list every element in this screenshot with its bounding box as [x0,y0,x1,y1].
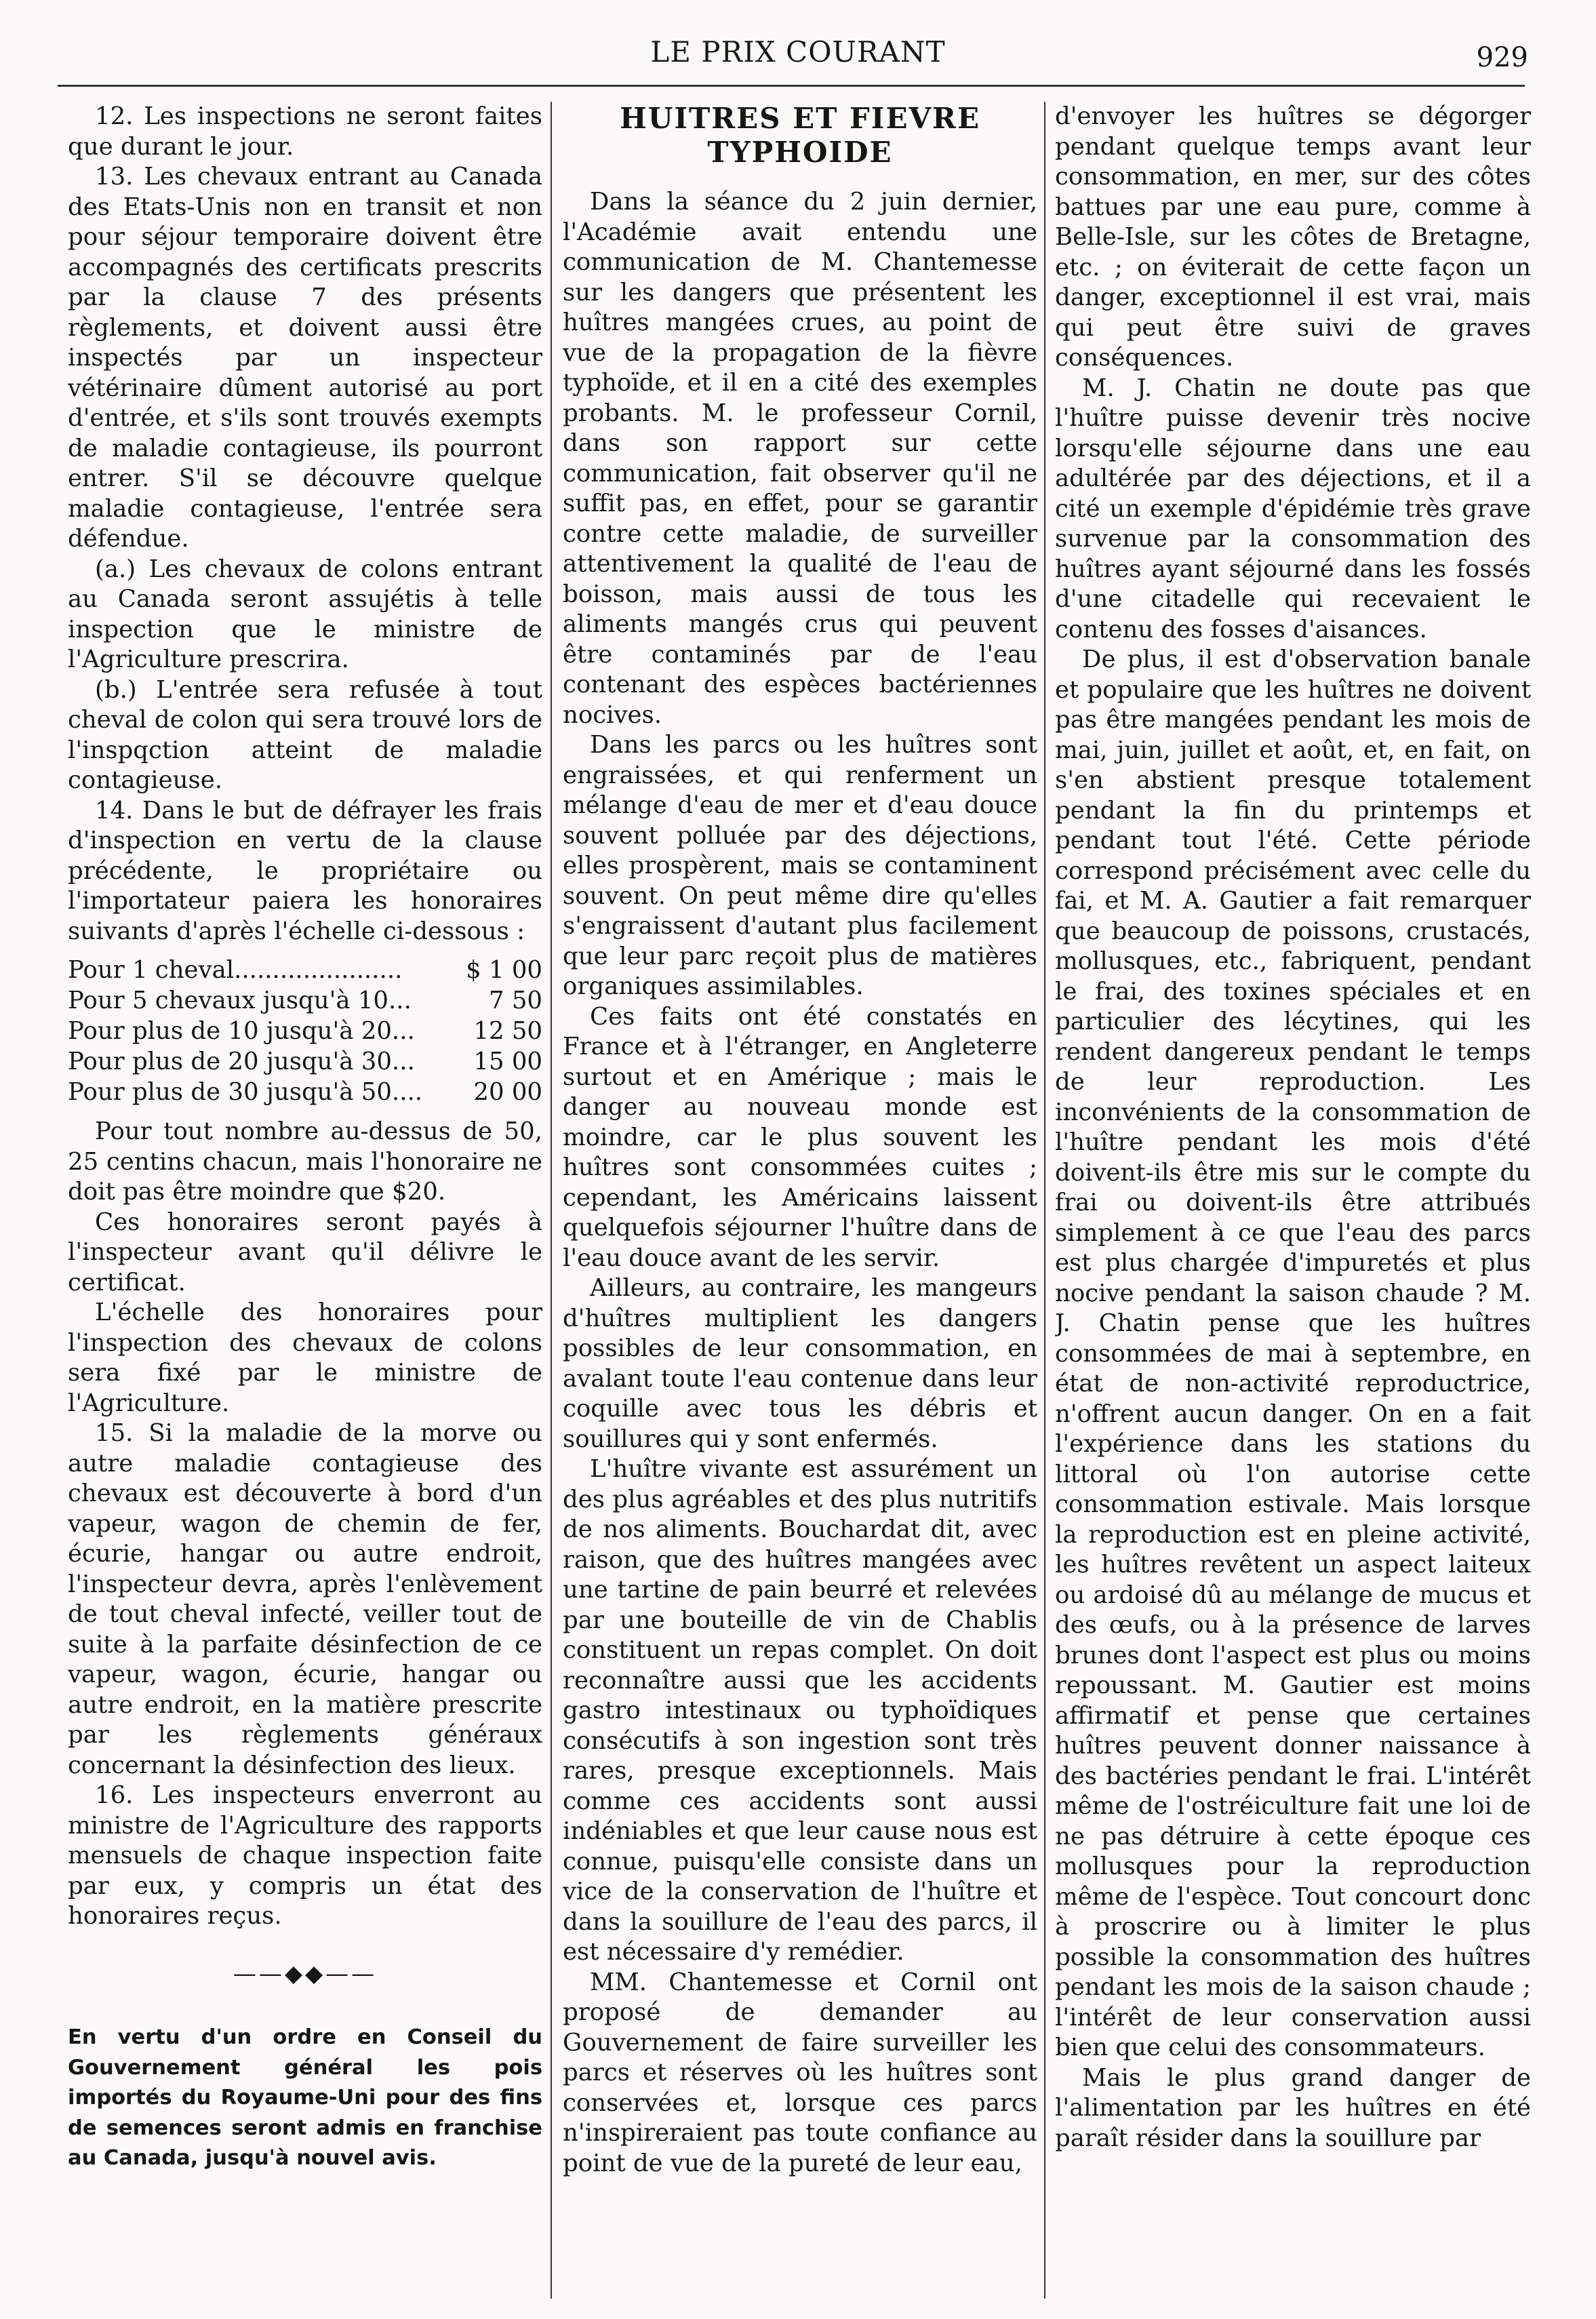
table-row [68,955,542,985]
notice-paragraph: En vertu d'un ordre en Conseil du Gouvernement général les pois importés du Royaume-Uni pour des fins de semences seront admis en franchise au Canada, jusqu'à nouvel avis. [68,2025,542,2170]
fee-label: Pour plus de 30 jusqu'à 50.... [68,1078,423,1106]
fee-amount: 20 00 [473,1078,542,1106]
paragraph: 16. Les inspecteurs enverront au ministre de l'Agriculture des rapports mensuels de chaque inspection faite par eux, y compris un état des honoraires reçus. [68,1781,542,1930]
fee-label: Pour 1 cheval...................... [68,956,403,984]
paragraph: De plus, il est d'observation banale et populaire que les huîtres ne doivent pas être mangées pendant les mois de mai, juin, juillet et août, et, en fait, on s'en abstient presque totalement pendant la fin du printemps et pendant tout l'été. Cette période correspond précisément avec celle du fai, et M. A. Gautier a fait remarquer que beaucoup de poissons, crustacés, mollusques, etc., fabriquent, pendant le frai, des toxines spéciales et en particulier des lécytines, qui les rendent dangereux pendant le temps de leur reproduction. Les inconvénients de la consommation de l'huître pendant les mois d'été doivent-ils être mis sur le compte du frai ou doivent-ils être attribués simplement à ce que l'eau des parcs est plus chargée d'impuretés et plus nocive pendant la saison chaude ? M. J. Chatin pense que les huîtres consommées de mai à septembre, en état de non-activité reproductrice, n'offrent aucun danger. On en a fait l'expérience dans les stations du littoral où l'on autorise cette consommation estivale. Mais lorsque la reproduction est en pleine activité, les huîtres revêtent un aspect laiteux ou ardoisé dû au mélange de mucus et des œufs, ou à la présence de larves brunes dont l'aspect est plus ou moins repoussant. M. Gautier est moins affirmatif et pense que certaines huîtres peuvent donner naissance à des bactéries pendant le frai. L'intérêt même de l'ostréiculture fait une loi de ne pas détruire à cette époque ces mollusques pour la reproduction même de l'espèce. Tout concourt donc à proscrire ou à limiter le plus possible la consommation des huîtres pendant les mois de la saison chaude ; l'intérêt de leur conservation aussi bien que celui des consommateurs. [1055,646,1531,2061]
fee-label: Pour plus de 20 jusqu'à 30... [68,1048,415,1075]
fee-amount: 15 00 [473,1048,542,1075]
column-rule-left [551,102,552,2299]
paragraph: Ces honoraires seront payés à l'inspecteur avant qu'il délivre le certificat. [68,1208,542,1296]
header-rule [58,85,1525,87]
ornament-divider: ——◆◆—— [233,1960,378,1987]
table-row [68,1046,542,1077]
paragraph: 15. Si la maladie de la morve ou autre maladie contagieuse des chevaux est découverte à bord d'un vapeur, wagon de chemin de fer, écurie, hangar ou autre endroit, l'inspecteur devra, après l'enlèvement de tout cheval infecté, veiller tout de suite à la parfaite désinfection de ce vapeur, wagon, écurie, hangar ou autre endroit, en la matière prescrite par les règlements généraux concernant la désinfection des lieux. [68,1419,542,1779]
column-article-oysters [563,102,1037,2299]
article-title-line: HUITRES ET FIEVRE [620,102,980,135]
page-number: 929 [1476,42,1528,73]
paragraph: 12. Les inspections ne seront faites que durant le jour. [68,102,542,161]
paragraph: Ces faits ont été constatés en France et à l'étranger, en Angleterre surtout et en Amérique ; mais le danger au nouveau monde est moindre, car le plus souvent les huîtres sont consommées cuites ; cependant, les Américains laissent quelquefois séjourner l'huître dans de l'eau douce avant de les servir. [563,1002,1037,1272]
paragraph: L'huître vivante est assurément un des plus agréables et des plus nutritifs de nos aliments. Bouchardat dit, avec raison, que des huîtres mangées avec une tartine de pain beurré et relevées par une bouteille de vin de Chablis constituent un repas complet. On doit reconnaître aussi que les accidents gastro intestinaux ou typhoïdiques consécutifs à son ingestion sont très rares, presque exceptionnels. Mais comme ces accidents sont aussi indéniables et que leur cause nous est connue, puisqu'elle consiste dans un vice de la conservation de l'huître et dans la souillure de l'eau des parcs, il est nécessaire d'y remédier. [563,1455,1037,1966]
page-header [61,35,1535,83]
table-row [68,1077,542,1107]
article-title [563,102,1037,170]
paragraph: 13. Les chevaux entrant au Canada des Etats-Unis non en transit et non pour séjour temporaire doivent être accompagnés des certificats prescrits par la clause 7 des présents règlements, et doivent aussi être inspectés par un inspecteur vétérinaire dûment autorisé au port d'entrée, et s'ils sont trouvés exempts de maladie contagieuse, ils pourront entrer. S'il se découvre quelque maladie contagieuse, l'entrée sera défendue. [68,163,542,553]
column-rule-right [1044,102,1045,2299]
column-regulations [68,102,542,2285]
fee-amount: 7 50 [488,987,542,1014]
paragraph: Dans la séance du 2 juin dernier, l'Académie avait entendu une communication de M. Chantemesse sur les dangers que présentent les huîtres mangées crues, au point de vue de la propagation de la fièvre typhoïde, et il en a cité des exemples probants. M. le professeur Cornil, dans son rapport sur cette communication, fait observer qu'il ne suffit pas, en effet, pour se garantir contre cette maladie, de surveiller attentivement la qualité de l'eau de boisson, mais aussi de tous les aliments mangés crus qui peuvent être contaminés par de l'eau contenant des espèces bactériennes nocives. [563,188,1037,729]
fee-amount: 12 50 [473,1017,542,1045]
paragraph: (b.) L'entrée sera refusée à tout cheval de colon qui sera trouvé lors de l'inspqction atteint de maladie contagieuse. [68,675,542,794]
paragraph: Mais le plus grand danger de l'alimentation par les huîtres en été paraît résider dans la souillure par [1055,2063,1531,2152]
paragraph: Pour tout nombre au-dessus de 50, 25 centins chacun, mais l'honoraire ne doit pas être moindre que $20. [68,1117,542,1206]
paragraph: M. J. Chatin ne doute pas que l'huître puisse devenir très nocive lorsqu'elle séjourne dans une eau adultérée par des déjections, et il a cité un exemple d'épidémie très grave survenue par la consommation des huîtres ayant séjourné dans les fossés d'une citadelle qui recevaient le contenu des fosses d'aisances. [1055,374,1531,643]
fee-label: Pour plus de 10 jusqu'à 20... [68,1017,415,1045]
table-row [68,985,542,1016]
paragraph: (a.) Les chevaux de colons entrant au Canada seront assujétis à telle inspection que le ministre de l'Agriculture prescrira. [68,555,542,673]
article-title-line: TYPHOIDE [707,136,893,169]
column-article-continued [1055,102,1531,2285]
running-title: LE PRIX COURANT [650,35,946,68]
paragraph: d'envoyer les huîtres se dégorger pendant quelque temps avant leur consommation, en mer, sur des côtes battues par une eau pure, comme à Belle-Isle, sur les côtes de Bretagne, etc. ; on éviterait de cette façon un danger, exceptionnel il est vrai, mais qui peut être suivi de graves conséquences. [1055,102,1531,372]
table-row [68,1016,542,1046]
fee-label: Pour 5 chevaux jusqu'à 10... [68,987,412,1014]
paragraph: 14. Dans le but de défrayer les frais d'inspection en vertu de la clause précédente, le propriétaire ou l'importateur paiera les honoraires suivants d'après l'échelle ci-dessous : [68,796,542,945]
fee-amount: $ 1 00 [466,956,542,984]
paragraph: Dans les parcs ou les huîtres sont engraissées, et qui renferment un mélange d'eau de mer et d'eau douce souvent polluée par des déjections, elles prospèrent, mais se contaminent souvent. On peut même dire qu'elles s'engraissent d'autant plus facilement que leur parc reçoit plus de matières organiques assimilables. [563,731,1037,1000]
paragraph: Ailleurs, au contraire, les mangeurs d'huîtres multiplient les dangers possibles de leur consommation, en avalant toute l'eau contenue dans leur coquille avec tous les débris et souillures qui y sont enfermés. [563,1274,1037,1453]
paragraph: MM. Chantemesse et Cornil ont proposé de demander au Gouvernement de faire surveiller les parcs et réserves où les huîtres sont conservées et, lorsque ces parcs n'inspireraient pas toute confiance au point de vue de la pureté de leur eau, [563,1968,1037,2177]
fee-schedule-table [68,955,542,1107]
paragraph: L'échelle des honoraires pour l'inspection des chevaux de colons sera fixé par le ministre de l'Agriculture. [68,1299,542,1417]
